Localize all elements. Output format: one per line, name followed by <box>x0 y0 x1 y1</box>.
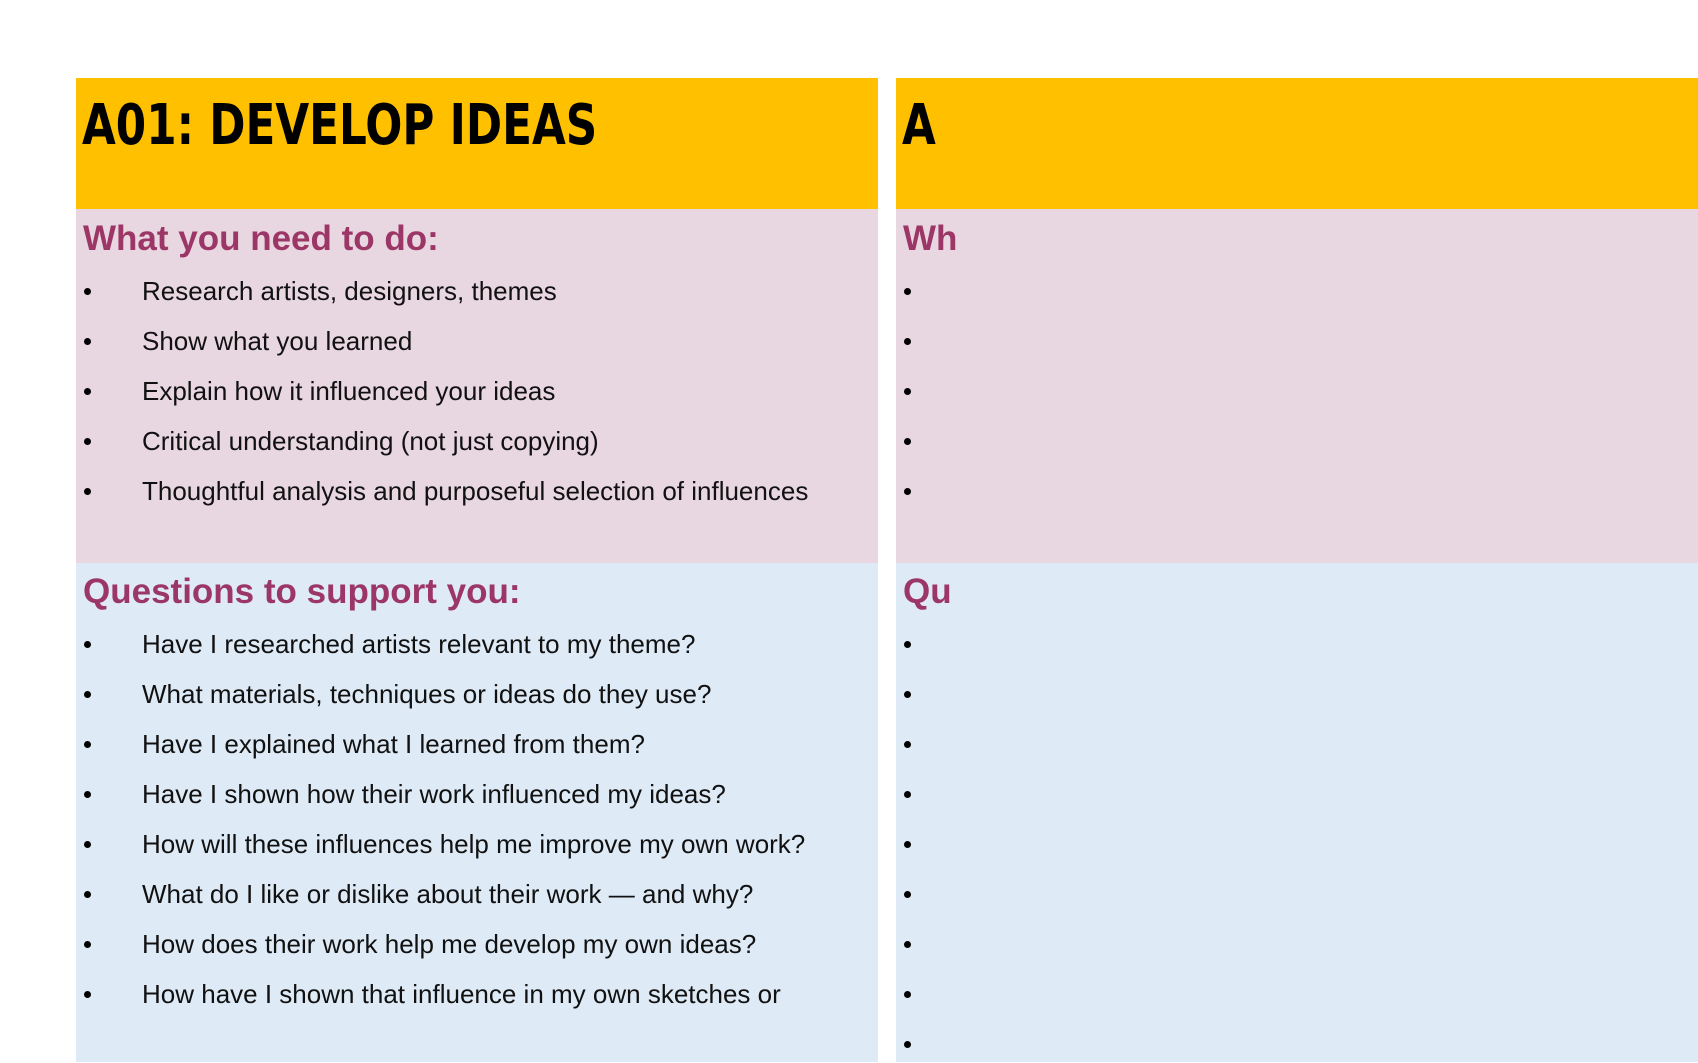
list-item-text: Show what you learned <box>142 326 413 356</box>
list-item-text: Research artists, designers, themes <box>142 276 557 306</box>
list-item-text: What materials, techniques or ideas do they use? <box>142 679 712 709</box>
list-item <box>896 472 1698 510</box>
list-item-text: Have I explained what I learned from them? <box>142 729 645 759</box>
list-item <box>896 675 1698 713</box>
ao1-panel <box>76 75 878 1059</box>
list-item <box>896 975 1698 1013</box>
title-banner <box>896 78 1698 209</box>
list-item <box>896 875 1698 913</box>
todo-heading: Wh <box>903 219 958 258</box>
bullet-icon <box>904 791 911 798</box>
bullet-icon <box>904 288 911 295</box>
list-item <box>76 825 878 863</box>
bullet-icon <box>904 941 911 948</box>
todo-section <box>896 209 1698 563</box>
todo-heading: What you need to do: <box>83 219 439 258</box>
list-item <box>76 472 878 510</box>
list-item-text: How have I shown that influence in my own sketches or <box>142 979 781 1009</box>
bullet-icon <box>84 488 91 495</box>
todo-list <box>896 272 1698 510</box>
questions-section <box>76 563 878 1062</box>
bullet-icon <box>904 488 911 495</box>
bullet-icon <box>84 791 91 798</box>
list-item <box>896 625 1698 663</box>
list-item <box>76 372 878 410</box>
bullet-icon <box>84 641 91 648</box>
list-item <box>76 272 878 310</box>
bullet-icon <box>904 991 911 998</box>
list-item <box>896 322 1698 360</box>
bullet-icon <box>904 691 911 698</box>
list-item-text: How will these influences help me improve my own work? <box>142 829 806 859</box>
panel-title: A <box>902 93 936 158</box>
list-item <box>76 725 878 763</box>
list-item-text: Explain how it influenced your ideas <box>142 376 556 406</box>
bullet-icon <box>904 641 911 648</box>
questions-list <box>896 625 1698 1063</box>
list-item <box>76 975 878 1013</box>
list-item-text: What do I like or dislike about their work — and why? <box>142 879 754 909</box>
todo-list <box>76 272 878 510</box>
panel-title: A01: DEVELOP IDEAS <box>82 93 598 158</box>
next-panel <box>896 75 1698 1059</box>
bullet-icon <box>84 991 91 998</box>
list-item <box>896 1025 1698 1063</box>
bullet-icon <box>84 941 91 948</box>
list-item <box>896 775 1698 813</box>
list-item <box>896 725 1698 763</box>
list-item <box>896 925 1698 963</box>
bullet-icon <box>904 438 911 445</box>
list-item-text: Critical understanding (not just copying) <box>142 426 599 456</box>
title-banner <box>76 78 878 209</box>
list-item <box>76 625 878 663</box>
bullet-icon <box>904 388 911 395</box>
list-item <box>896 372 1698 410</box>
list-item-text: Have I shown how their work influenced my ideas? <box>142 779 726 809</box>
list-item <box>896 825 1698 863</box>
bullet-icon <box>84 438 91 445</box>
bullet-icon <box>904 1041 911 1048</box>
questions-heading: Qu <box>903 572 952 611</box>
bullet-icon <box>904 841 911 848</box>
list-item <box>76 422 878 460</box>
list-item <box>76 775 878 813</box>
bullet-icon <box>84 741 91 748</box>
list-item <box>76 925 878 963</box>
list-item <box>896 422 1698 460</box>
list-item <box>896 272 1698 310</box>
questions-section <box>896 563 1698 1062</box>
list-item <box>76 322 878 360</box>
todo-section <box>76 209 878 563</box>
bullet-icon <box>84 841 91 848</box>
bullet-icon <box>904 891 911 898</box>
bullet-icon <box>84 288 91 295</box>
bullet-icon <box>84 338 91 345</box>
bullet-icon <box>84 891 91 898</box>
questions-list <box>76 625 878 1013</box>
list-item-text: How does their work help me develop my own ideas? <box>142 929 757 959</box>
list-item <box>76 675 878 713</box>
bullet-icon <box>904 741 911 748</box>
list-item <box>76 875 878 913</box>
bullet-icon <box>84 388 91 395</box>
list-item-text: Thoughtful analysis and purposeful selection of influences <box>142 476 809 506</box>
bullet-icon <box>904 338 911 345</box>
list-item-text: Have I researched artists relevant to my theme? <box>142 629 696 659</box>
bullet-icon <box>84 691 91 698</box>
questions-heading: Questions to support you: <box>83 572 521 611</box>
